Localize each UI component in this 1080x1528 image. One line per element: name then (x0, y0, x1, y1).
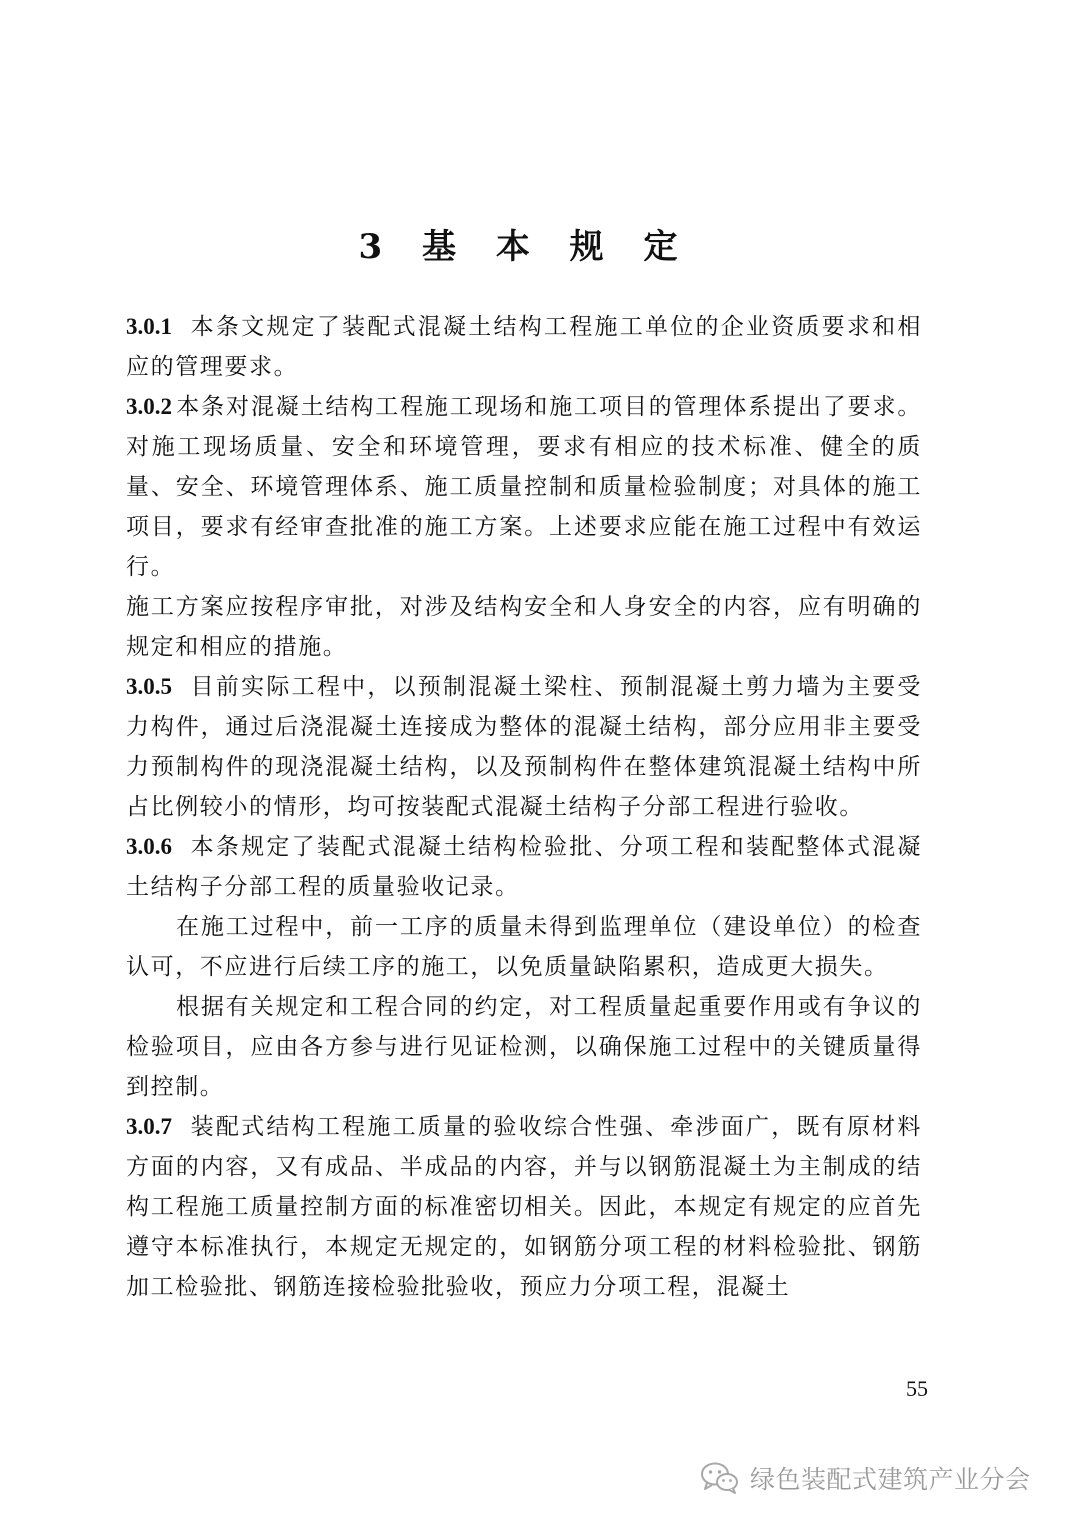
clause-text: 施工方案应按程序审批，对涉及结构安全和人身安全的内容，应有明确的规定和相应的措施。 (126, 594, 922, 660)
clause-number: 3.0.6 (126, 834, 172, 859)
clause-text: 装配式结构工程施工质量的验收综合性强、牵涉面广，既有原材料方面的内容，又有成品、半成品的内容，并与以钢筋混凝土为主制成的结构工程施工质量控制方面的标准密切相关。因此，本规定有规定的应首先遵守本标准执行，本规定无规定的，如钢筋分项工程的材料检验批、钢筋加工检验批、钢筋连接检验批验收，预应力分项工程，混凝土 (126, 1114, 922, 1300)
clause-3-0-2 (126, 387, 922, 587)
clause-3-0-6-paragraph-2 (126, 907, 922, 987)
clause-3-0-1 (126, 307, 922, 387)
clause-text: 目前实际工程中，以预制混凝土梁柱、预制混凝土剪力墙为主要受力构件，通过后浇混凝土连接成为整体的混凝土结构，部分应用非主要受力预制构件的现浇混凝土结构，以及预制构件在整体建筑混凝土结构中所占比例较小的情形，均可按装配式混凝土结构子分部工程进行验收。 (126, 674, 922, 820)
clause-text: 本条文规定了装配式混凝土结构工程施工单位的企业资质要求和相应的管理要求。 (126, 314, 922, 380)
clause-text: 本条对混凝土结构工程施工现场和施工项目的管理体系提出了要求。对施工现场质量、安全和环境管理，要求有相应的技术标准、健全的质量、安全、环境管理体系、施工质量控制和质量检验制度；对具体的施工项目，要求有经审查批准的施工方案。上述要求应能在施工过程中有效运行。 (126, 394, 922, 580)
clause-number: 3.0.7 (126, 1114, 172, 1139)
clause-3-0-2-paragraph-2 (126, 587, 922, 667)
watermark (700, 1456, 1031, 1500)
clause-3-0-6 (126, 827, 922, 907)
clause-number: 3.0.1 (126, 314, 172, 339)
page-number: 55 (906, 1376, 928, 1401)
clause-3-0-7 (126, 1107, 922, 1307)
clause-text: 根据有关规定和工程合同的约定，对工程质量起重要作用或有争议的检验项目，应由各方参与进行见证检测，以确保施工过程中的关键质量得到控制。 (126, 994, 922, 1100)
clause-text: 本条规定了装配式混凝土结构检验批、分项工程和装配整体式混凝土结构子分部工程的质量验收记录。 (126, 834, 922, 900)
wechat-icon (700, 1461, 740, 1495)
chapter-title: 3 基 本 规 定 (358, 227, 692, 267)
document-body (126, 307, 922, 1307)
clause-number: 3.0.5 (126, 674, 172, 699)
watermark-text: 绿色装配式建筑产业分会 (750, 1465, 1031, 1494)
clause-text: 在施工过程中，前一工序的质量未得到监理单位（建设单位）的检查认可，不应进行后续工序的施工，以免质量缺陷累积，造成更大损失。 (126, 914, 922, 980)
clause-3-0-6-paragraph-3 (126, 987, 922, 1107)
clause-3-0-5 (126, 667, 922, 827)
clause-number: 3.0.2 (126, 394, 172, 419)
